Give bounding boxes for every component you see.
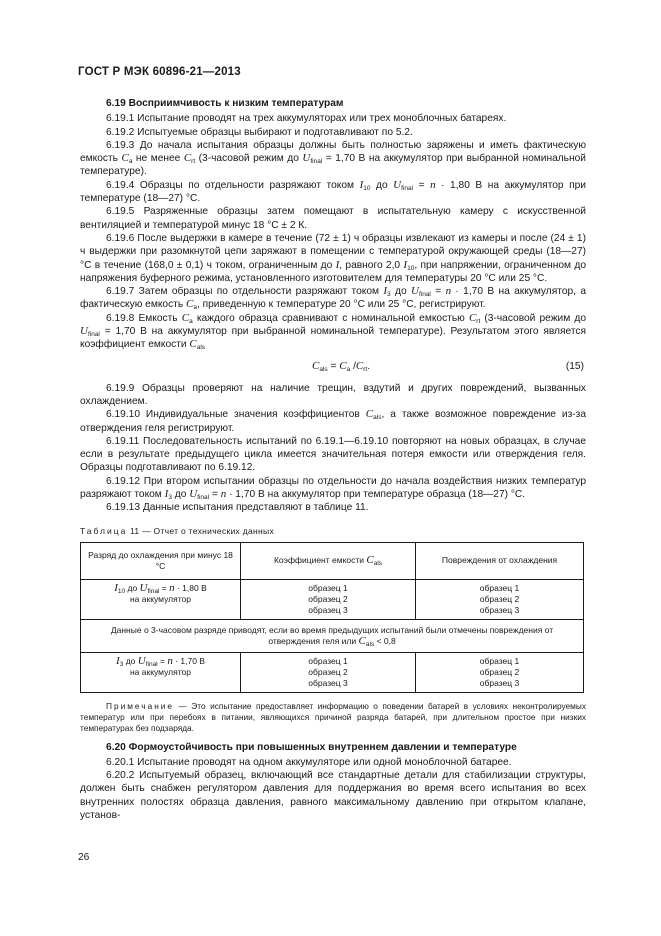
table-cell-damage-samples: образец 1 образец 2 образец 3 xyxy=(416,652,584,692)
page-number: 26 xyxy=(78,852,90,863)
table-cell-damage-samples: образец 1 образец 2 образец 3 xyxy=(416,579,584,619)
para-6-19-4: 6.19.4 Образцы по отдельности разряжают током $I_{10}$ до $U_{final} = n \cdot 1,80$ В на аккумулятор при температуре (18—27) °С. xyxy=(80,178,586,205)
section-6-19-heading: 6.19 Восприимчивость к низким температурам xyxy=(106,98,344,109)
table-11 xyxy=(80,542,584,693)
table-row xyxy=(81,579,584,619)
main-content xyxy=(80,97,586,822)
table-row xyxy=(81,652,584,692)
para-6-20-1: 6.20.1 Испытание проводят на одном аккумуляторе или одной моноблочной батарее. xyxy=(106,756,512,768)
table-row xyxy=(81,619,584,652)
formula-15 xyxy=(80,357,586,377)
table-header-damage: Повреждения от охлаждения xyxy=(416,542,584,579)
section-6-20-heading: 6.20 Формоустойчивость при повышенных внутреннем давлении и температуре xyxy=(106,741,517,753)
formula-expression: $C_{als} = C_a$ $/C_{rt}$. xyxy=(312,359,371,373)
para-6-19-3: 6.19.3 До начала испытания образцы должны быть полностью заряжены и иметь фактическую емкость $C_a$ не менее $C_{rt}$ (3-часовой режим до $U_{final} = 1,70$ В на аккумулятор при выбранной номинальной температуре). xyxy=(80,139,586,178)
para-6-19-10: 6.19.10 Индивидуальные значения коэффициентов $C_{als}$, а также возможное повреждение из-за отверждения геля регистрируют. xyxy=(80,408,586,434)
para-6-19-1: 6.19.1 Испытание проводят на трех аккумуляторах или трех моноблочных батареях. xyxy=(106,113,507,125)
table-note: Примечание — Это испытание предоставляет информацию о поведении батарей в условиях неконтролируемых температур или при перебоях в питании, являющихся причиной разряда батарей, при длительном простое при низких температурах без подзаряда. xyxy=(80,700,586,734)
table-span-note: Данные о 3-часовом разряде приводят, если во время предыдущих испытаний были отмечены повреждения от отверждения геля или $C_{als} < 0,8$ xyxy=(81,619,584,652)
para-6-19-8: 6.19.8 Емкость $C_a$ каждого образца сравнивают с номинальной емкостью $C_{rt}$ (3-часовой режим до $U_{final} = 1,70$ В на аккумулятор при выбранной номинальной температуре). Результатом этого является коэффициент емкости $C_{als}$ xyxy=(80,311,586,352)
table-cell-discharge-3h: $I_3$ до $U_{final} = n \cdot 1,70$ В на аккумулятор xyxy=(81,652,241,692)
table-11-caption: Таблица 11 — Отчет о технических данных xyxy=(80,525,275,536)
table-header-discharge: Разряд до охлаждения при минус 18 °С xyxy=(81,542,241,579)
table-cell-capacity-samples: образец 1 образец 2 образец 3 xyxy=(241,652,416,692)
para-6-19-2: 6.19.2 Испытуемые образцы выбирают и подготавливают по 5.2. xyxy=(106,126,413,138)
document-header: ГОСТ Р МЭК 60896-21—2013 xyxy=(78,66,241,78)
formula-number: (15) xyxy=(565,360,584,372)
table-header-capacity-coef: Коэффициент емкости $C_{als}$ xyxy=(241,542,416,579)
para-6-19-12: 6.19.12 При втором испытании образцы по отдельности до начала воздействия низких температур разряжают током $I_3$ до $U_{final} = n \cdot 1,70$ В на аккумулятор при температуре образца (18—27) °С. xyxy=(80,475,586,502)
table-header-row xyxy=(81,542,584,579)
para-6-19-6: 6.19.6 После выдержки в камере в течение (72 ± 1) ч образцы извлекают из камеры и после (24 ± 1) ч выдержки при разомкнутой цепи заряжают в помещении с температурой окружающей среды (18—27) °С в течение (168,0 ± 0,1) ч током, ограниченным до I, равного 2,0 $I_{10}$, при напряжении, ограниченном до напряжения буферного режима, установленного изготовителем для температуры 20 °С или 25 °С. xyxy=(80,232,586,284)
para-6-19-5: 6.19.5 Разряженные образцы затем помещают в испытательную камеру с искусственной вентиляцией и температурой минус 18 °С ± 2 К. xyxy=(80,206,586,231)
para-6-19-13: 6.19.13 Данные испытания представляют в таблице 11. xyxy=(106,502,369,514)
table-cell-discharge-10h: $I_{10}$ до $U_{final} = n \cdot 1,80$ В на аккумулятор xyxy=(81,579,241,619)
para-6-20-2: 6.20.2 Испытуемый образец, включающий все стандартные детали для стабилизации структуры, должен быть снабжен регулятором давления для поддержания во время всего испытания во всех внутренних полостях образца давления, равного максимальному давлению при открытом клапане, установ- xyxy=(80,770,586,821)
table-cell-capacity-samples: образец 1 образец 2 образец 3 xyxy=(241,579,416,619)
para-6-19-11: 6.19.11 Последовательность испытаний по 6.19.1—6.19.10 повторяют на новых образцах, в случае если в результате предыдущего цикла имеется значительная потеря емкости или отверждения геля. Образцы подготавливают по 6.19.12. xyxy=(80,435,586,474)
para-6-19-9: 6.19.9 Образцы проверяют на наличие трещин, вздутий и других повреждений, вызванных охлаждением. xyxy=(80,382,586,407)
para-6-19-7: 6.19.7 Затем образцы по отдельности разряжают током $I_3$ до $U_{final} = n \cdot 1,70$ В на аккумулятор, а фактическую емкость $C_a$, приведенную к температуре 20 °С или 25 °С, регистрируют. xyxy=(80,285,586,312)
